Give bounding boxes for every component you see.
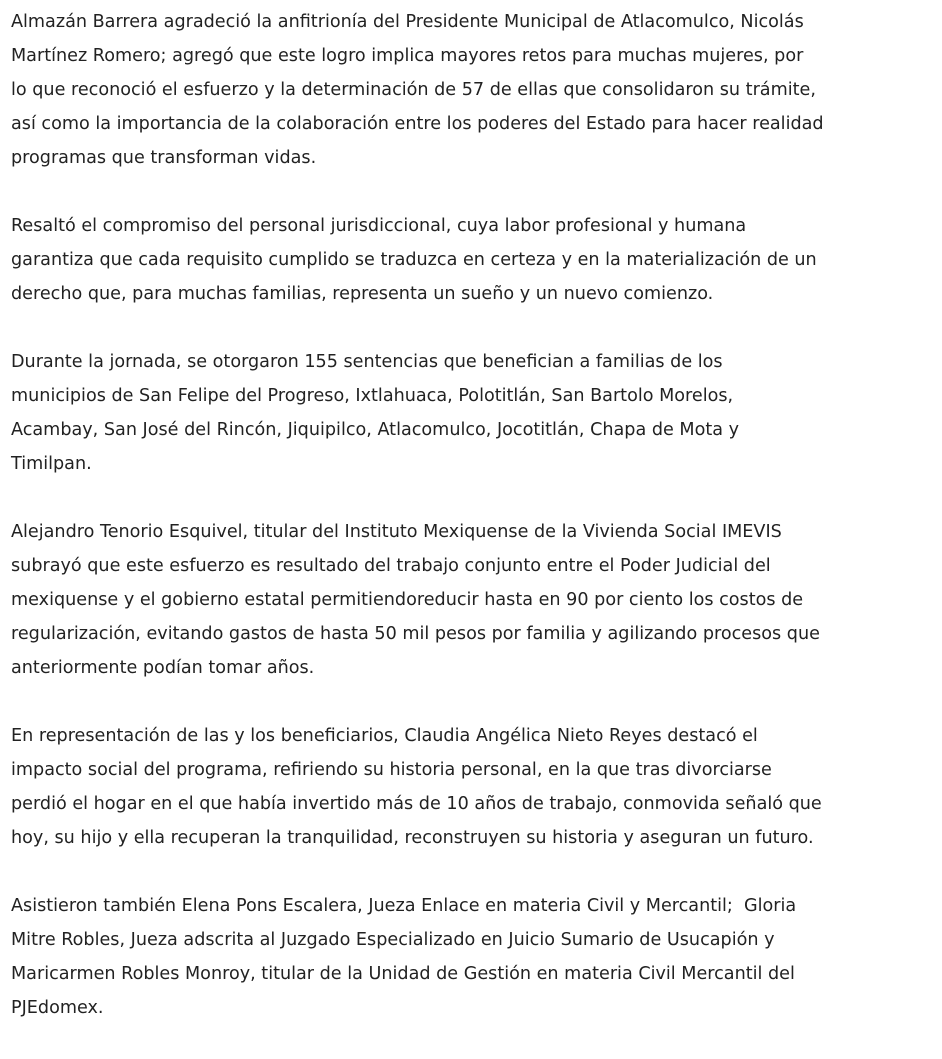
text-line: así como la importancia de la colaboración entre los poderes del Estado para hacer realidad	[11, 114, 824, 134]
text-line: perdió el hogar en el que había invertido más de 10 años de trabajo, conmovida señaló que	[11, 794, 822, 814]
text-line: impacto social del programa, refiriendo su historia personal, en la que tras divorciarse	[11, 760, 772, 780]
text-line: Mitre Robles, Jueza adscrita al Juzgado Especializado en Juicio Sumario de Usucapión y	[11, 930, 775, 950]
text-line: subrayó que este esfuerzo es resultado del trabajo conjunto entre el Poder Judicial del	[11, 556, 771, 576]
text-line: derecho que, para muchas familias, representa un sueño y un nuevo comienzo.	[11, 284, 714, 304]
text-line: Resaltó el compromiso del personal jurisdiccional, cuya labor profesional y humana	[11, 216, 747, 236]
text-line: garantiza que cada requisito cumplido se traduzca en certeza y en la materialización de un	[11, 250, 817, 270]
text-line: municipios de San Felipe del Progreso, Ixtlahuaca, Polotitlán, San Bartolo Morelos,	[11, 386, 734, 406]
text-line: mexiquense y el gobierno estatal permitiendoreducir hasta en 90 por ciento los costos de	[11, 590, 804, 610]
text-line: Maricarmen Robles Monroy, titular de la Unidad de Gestión en materia Civil Mercantil del	[11, 964, 795, 984]
paragraph-thanks	[11, 5, 936, 175]
text-line: anteriormente podían tomar años.	[11, 658, 315, 678]
article-body	[11, 5, 936, 1059]
text-line: PJEdomex.	[11, 998, 104, 1018]
text-line: Martínez Romero; agregó que este logro implica mayores retos para muchas mujeres, por	[11, 46, 804, 66]
text-line: Durante la jornada, se otorgaron 155 sentencias que benefician a familias de los	[11, 352, 723, 372]
text-line: programas que transforman vidas.	[11, 148, 317, 168]
paragraph-commitment	[11, 209, 936, 311]
text-line: En representación de las y los beneficiarios, Claudia Angélica Nieto Reyes destacó el	[11, 726, 758, 746]
text-line: Alejandro Tenorio Esquivel, titular del Instituto Mexiquense de la Vivienda Social IMEVIS	[11, 522, 782, 542]
text-line: Acambay, San José del Rincón, Jiquipilco, Atlacomulco, Jocotitlán, Chapa de Mota y	[11, 420, 740, 440]
paragraph-beneficiaries	[11, 719, 936, 855]
text-line: lo que reconoció el esfuerzo y la determinación de 57 de ellas que consolidaron su trámite,	[11, 80, 816, 100]
text-line: Timilpan.	[11, 454, 92, 474]
paragraph-attendees	[11, 889, 936, 1025]
text-line: regularización, evitando gastos de hasta 50 mil pesos por familia y agilizando procesos que	[11, 624, 820, 644]
paragraph-imevis	[11, 515, 936, 685]
paragraph-sentences	[11, 345, 936, 481]
text-line: Asistieron también Elena Pons Escalera, Jueza Enlace en materia Civil y Mercantil; Gloria	[11, 896, 797, 916]
text-line: Almazán Barrera agradeció la anfitrionía del Presidente Municipal de Atlacomulco, Nicolás	[11, 12, 804, 32]
text-line: hoy, su hijo y ella recuperan la tranquilidad, reconstruyen su historia y aseguran un futuro.	[11, 828, 814, 848]
